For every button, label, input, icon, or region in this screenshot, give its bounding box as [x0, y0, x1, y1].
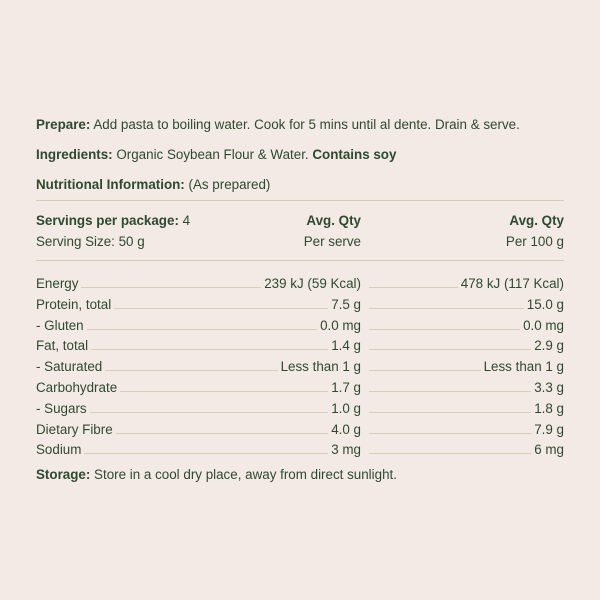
per-serve-subheader: Per serve: [303, 233, 361, 249]
nutrient-table-body: [36, 271, 564, 458]
nutrient-right-cell: [361, 401, 564, 417]
nutrient-left-cell: [36, 422, 361, 438]
nutrient-left-cell: [36, 338, 361, 354]
nutrient-row: [36, 354, 564, 375]
leader-line: [90, 412, 329, 413]
per-serve-value: 0.0 mg: [320, 317, 361, 333]
nutrient-name: - Sugars: [36, 400, 87, 416]
allergen-statement: Contains soy: [312, 147, 397, 163]
leader-line: [369, 308, 524, 309]
prepare-label: Prepare:: [36, 117, 91, 132]
nutrient-row: [36, 334, 564, 355]
storage-instructions: [36, 467, 564, 483]
serving-size: Serving Size: 50 g: [36, 233, 145, 249]
nutrient-right-cell: [361, 318, 564, 334]
nutrient-right-cell: [361, 442, 564, 458]
per-serve-value: 7.5 g: [331, 296, 361, 312]
servings-per-package: [36, 213, 256, 229]
per-serve-value: 1.0 g: [331, 400, 361, 416]
nutrient-right-cell: [361, 380, 564, 396]
leader-line: [105, 370, 277, 371]
prepare-text: Add pasta to boiling water. Cook for 5 mins until al dente. Drain & serve.: [90, 117, 520, 132]
per-100g-value: 15.0 g: [526, 296, 564, 312]
nutrient-name: Dietary Fibre: [36, 421, 113, 437]
leader-line: [369, 349, 531, 350]
nutrient-row: [36, 292, 564, 313]
nutrient-name: Protein, total: [36, 296, 112, 312]
nutrient-row: [36, 417, 564, 438]
per-100g-value: 478 kJ (117 Kcal): [460, 275, 564, 291]
nutrient-row: [36, 438, 564, 459]
leader-line: [369, 433, 531, 434]
ingredients-text: Organic Soybean Flour & Water.: [112, 147, 313, 163]
leader-line: [369, 287, 458, 288]
nutrient-left-cell: [36, 276, 361, 292]
leader-line: [369, 370, 481, 371]
leader-line: [369, 453, 531, 454]
nutrient-name: Energy: [36, 275, 79, 291]
per-serve-value: Less than 1 g: [280, 359, 361, 375]
nutrient-left-cell: [36, 401, 361, 417]
nutrient-right-cell: [361, 276, 564, 292]
per-100g-header: Avg. Qty: [509, 212, 564, 228]
nutrient-name: Fat, total: [36, 338, 89, 354]
storage-text: Store in a cool dry place, away from direct sunlight.: [90, 467, 397, 483]
leader-line: [114, 308, 328, 309]
leader-line: [116, 433, 329, 434]
per-serve-value: 239 kJ (59 Kcal): [264, 275, 361, 291]
nutrient-row: [36, 313, 564, 334]
nutrient-name: Carbohydrate: [36, 379, 118, 395]
table-header-divider: [36, 260, 564, 261]
nutrient-right-cell: [361, 359, 564, 375]
table-subheader-row: [36, 231, 564, 252]
nutrient-right-cell: [361, 297, 564, 313]
ingredients-label: Ingredients:: [36, 147, 113, 163]
per-100g-value: 0.0 mg: [523, 317, 564, 333]
per-100g-value: 2.9 g: [534, 338, 564, 354]
nutrient-left-cell: [36, 380, 361, 396]
per-serve-header: Avg. Qty: [306, 212, 361, 228]
nutrient-right-cell: [361, 338, 564, 354]
nutrition-note: (As prepared): [184, 177, 271, 193]
leader-line: [84, 453, 328, 454]
nutrient-left-cell: [36, 359, 361, 375]
leader-line: [369, 391, 531, 392]
nutrition-heading: [36, 177, 564, 193]
per-100g-value: 6 mg: [534, 442, 564, 458]
nutrient-left-cell: [36, 297, 361, 313]
nutrient-name: - Saturated: [36, 359, 103, 375]
per-100g-value: 1.8 g: [534, 400, 564, 416]
nutrient-name: Sodium: [36, 442, 82, 458]
product-info-panel: [36, 117, 564, 483]
nutrient-right-cell: [361, 422, 564, 438]
nutrient-row: [36, 271, 564, 292]
per-serve-value: 3 mg: [331, 442, 361, 458]
leader-line: [369, 329, 520, 330]
per-serve-value: 1.4 g: [331, 338, 361, 354]
per-100g-value: 3.3 g: [534, 379, 564, 395]
leader-line: [120, 391, 328, 392]
table-header-row: [36, 210, 564, 231]
nutrient-row: [36, 375, 564, 396]
nutrient-row: [36, 396, 564, 417]
ingredients-statement: [36, 147, 564, 163]
storage-label: Storage:: [36, 467, 91, 483]
servings-value: 4: [178, 212, 191, 228]
per-100g-subheader: Per 100 g: [505, 233, 564, 249]
nutrient-name: - Gluten: [36, 317, 84, 333]
nutrient-left-cell: [36, 442, 361, 458]
leader-line: [87, 329, 317, 330]
per-100g-value: 7.9 g: [534, 421, 564, 437]
table-top-divider: [36, 200, 564, 201]
per-100g-value: Less than 1 g: [483, 359, 564, 375]
per-serve-value: 1.7 g: [331, 379, 361, 395]
nutrition-label: Nutritional Information:: [36, 177, 185, 193]
per-serve-value: 4.0 g: [331, 421, 361, 437]
servings-label: Servings per package:: [36, 212, 179, 228]
prepare-instructions: [36, 117, 564, 133]
leader-line: [369, 412, 531, 413]
nutrient-left-cell: [36, 318, 361, 334]
leader-line: [81, 287, 261, 288]
leader-line: [91, 349, 328, 350]
